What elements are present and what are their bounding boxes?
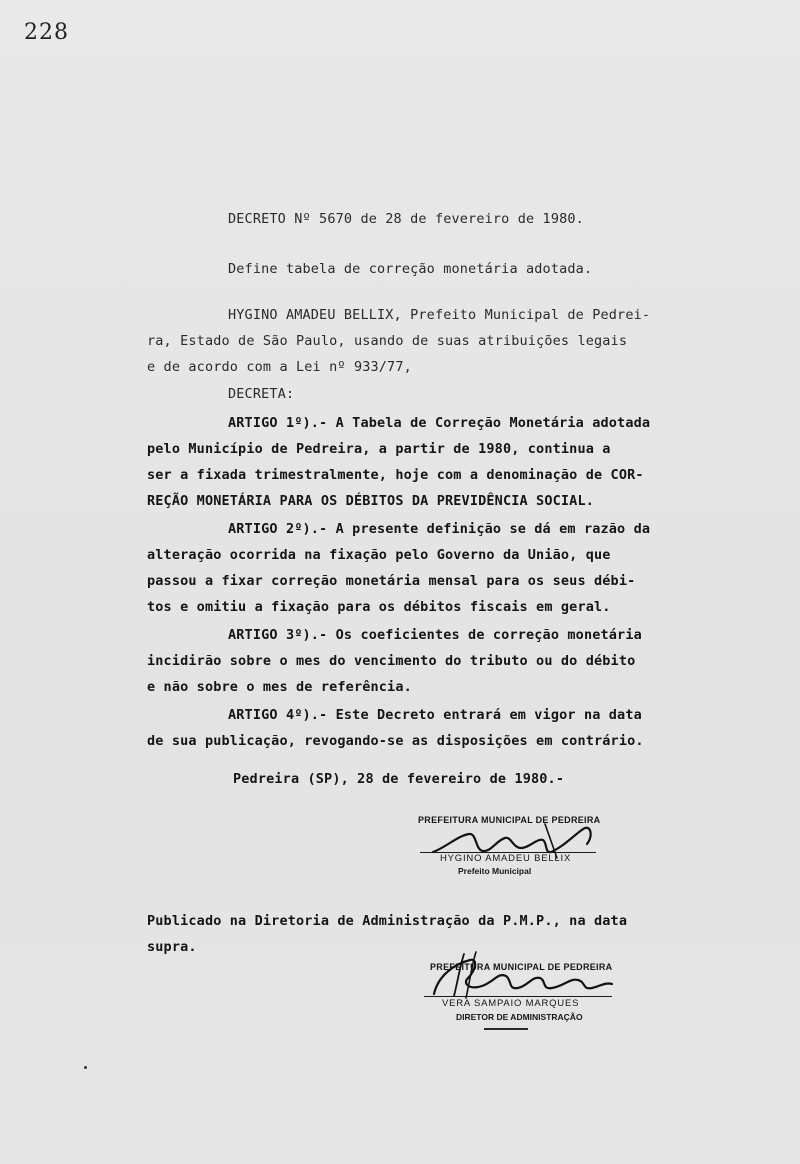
article-line: alteração ocorrida na fixação pelo Governo da União, que xyxy=(147,547,611,563)
article-line: de sua publicação, revogando-se as disposições em contrário. xyxy=(147,733,644,749)
publication-line: supra. xyxy=(147,939,197,955)
decree-title: DECRETO Nº 5670 de 28 de fevereiro de 1980. xyxy=(228,211,584,227)
article-line: ser a fixada trimestralmente, hoje com a denominação de COR- xyxy=(147,467,644,483)
director-stamp-title: PREFEITURA MUNICIPAL DE PEDREIRA xyxy=(430,962,613,972)
decreta-heading: DECRETA: xyxy=(228,386,295,402)
mayor-name: HYGINO AMADEU BELLIX xyxy=(440,853,572,864)
preamble-line: ra, Estado de São Paulo, usando de suas atribuições legais xyxy=(147,333,628,349)
director-signature-icon xyxy=(424,946,624,1006)
director-signature-line xyxy=(424,996,612,997)
director-role: DIRETOR DE ADMINISTRAÇÃO xyxy=(456,1012,583,1022)
article-line: tos e omitiu a fixação para os débitos fiscais em geral. xyxy=(147,599,611,615)
article-line: passou a fixar correção monetária mensal para os seus débi- xyxy=(147,573,636,589)
page-number: 228 xyxy=(24,20,69,45)
speck xyxy=(84,1066,87,1069)
article-line: incidirão sobre o mes do vencimento do tributo ou do débito xyxy=(147,653,636,669)
article-line: REÇÃO MONETÁRIA PARA OS DÉBITOS DA PREVIDÊNCIA SOCIAL. xyxy=(147,493,594,509)
article-line: ARTIGO 2º).- A presente definição se dá em razão da xyxy=(228,521,651,537)
article-line: ARTIGO 3º).- Os coeficientes de correção monetária xyxy=(228,627,642,643)
article-line: ARTIGO 1º).- A Tabela de Correção Monetária adotada xyxy=(228,415,651,431)
director-name: VERA SAMPAIO MARQUES xyxy=(442,998,580,1009)
article-line: e não sobre o mes de referência. xyxy=(147,679,412,695)
publication-line: Publicado na Diretoria de Administração da P.M.P., na data xyxy=(147,913,628,929)
decree-summary: Define tabela de correção monetária adotada. xyxy=(228,261,593,277)
mayor-stamp-title: PREFEITURA MUNICIPAL DE PEDREIRA xyxy=(418,815,601,825)
stamp-underline xyxy=(484,1028,528,1030)
preamble-line: e de acordo com a Lei nº 933/77, xyxy=(147,359,412,375)
mayor-role: Prefeito Municipal xyxy=(458,866,532,876)
preamble-line: HYGINO AMADEU BELLIX, Prefeito Municipal de Pedrei- xyxy=(228,307,651,323)
article-line: ARTIGO 4º).- Este Decreto entrará em vigor na data xyxy=(228,707,642,723)
place-date: Pedreira (SP), 28 de fevereiro de 1980.- xyxy=(233,771,565,787)
article-line: pelo Município de Pedreira, a partir de 1980, continua a xyxy=(147,441,611,457)
